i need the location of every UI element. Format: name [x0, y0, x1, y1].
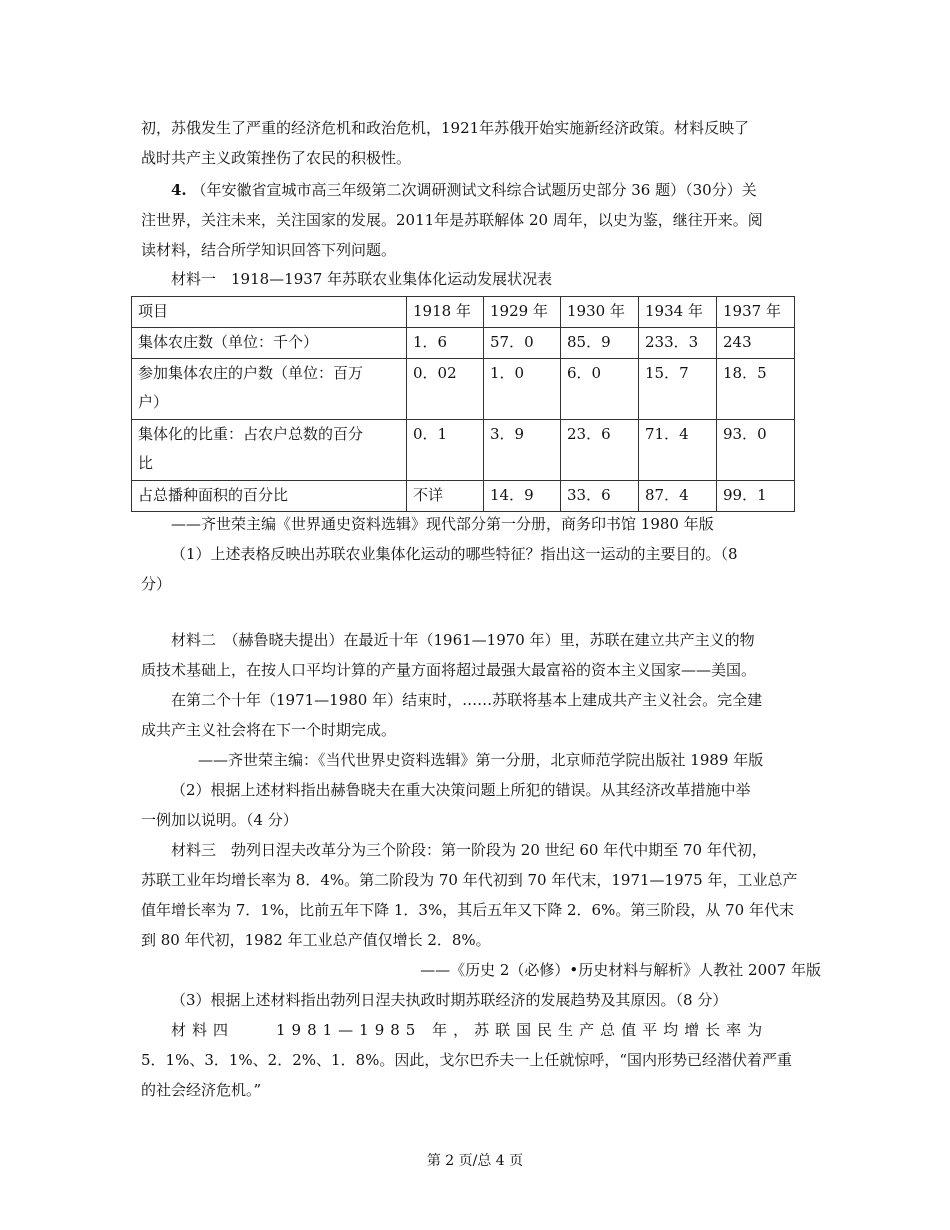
- material-1-source-and-question: [141, 509, 821, 599]
- table-cell: 14．9: [484, 481, 561, 512]
- table-cell: 85．9: [561, 328, 639, 359]
- table-header-cell: 1929 年: [484, 297, 561, 328]
- table-row-label: 集体农庄数（单位：千个）: [132, 328, 407, 359]
- material-4-line-1: 材料四 1981—1985 年，苏联国民生产总值平均增长率为: [171, 1021, 769, 1039]
- question-4-line-1-text: （年安徽省宣城市高三年级第二次调研测试文科综合试题历史部分 36 题）（30分）关: [191, 181, 757, 199]
- table-row: [132, 481, 795, 512]
- table-cell: 243: [717, 328, 795, 359]
- material-2-line-2: 质技术基础上，在按人口平均计算的产量方面将超过最强大最富裕的资本主义国家——美国。: [141, 661, 757, 679]
- table-cell: 3．9: [484, 420, 561, 481]
- table-header-cell: 1918 年: [407, 297, 484, 328]
- table-header-cell: 1937 年: [717, 297, 795, 328]
- material-1-caption-text: 材料一 1918—1937 年苏联农业集体化运动发展状况表: [171, 270, 553, 288]
- material-1-source: ——齐世荣主编《世界通史资料选辑》现代部分第一分册，商务印书馆 1980 年版: [171, 515, 714, 533]
- table-row: [132, 359, 795, 420]
- material-4-paragraph: [141, 1015, 821, 1105]
- table-row-label: [132, 420, 407, 481]
- table-cell: 0．02: [407, 359, 484, 420]
- material-2-source: ——齐世荣主编：《当代世界史资料选辑》第一分册，北京师范学院出版社 1989 年版: [198, 751, 764, 769]
- question-4-line-1: [141, 175, 821, 205]
- material-3-line-1: 材料三 勃列日涅夫改革分为三个阶段：第一阶段为 20 世纪 60 年代中期至 70 年代初，: [171, 841, 767, 859]
- table-row-label-line-2: 比: [138, 454, 154, 472]
- material-1-caption: [141, 264, 821, 294]
- page-number: 第 2 页/总 4 页: [426, 1153, 524, 1169]
- table-header-cell: 1930 年: [561, 297, 639, 328]
- table-header-cell: 项目: [132, 297, 407, 328]
- table-row: [132, 420, 795, 481]
- table-cell: 1．6: [407, 328, 484, 359]
- material-3-line-2: 苏联工业年均增长率为 8．4%。第二阶段为 70 年代初到 70 年代末，1971—1975 年，工业总产: [141, 871, 798, 889]
- table-cell: 23．6: [561, 420, 639, 481]
- material-3-paragraph: [141, 835, 821, 1015]
- table-cell: 57．0: [484, 328, 561, 359]
- table-cell: 1．0: [484, 359, 561, 420]
- table-cell: 15．7: [639, 359, 717, 420]
- question-1-line-1: （1）上述表格反映出苏联农业集体化运动的哪些特征？指出这一运动的主要目的。（8: [171, 545, 738, 563]
- table-cell: 233．3: [639, 328, 717, 359]
- question-4-line-2: 注世界，关注未来，关注国家的发展。2011年是苏联解体 20 周年，以史为鉴，继往开来。阅: [141, 211, 763, 229]
- table-row-label-line-2: 户）: [138, 393, 169, 411]
- intro-line-2: 战时共产主义政策挫伤了农民的积极性。: [141, 149, 412, 167]
- material-4-line-2: 5．1%、3．1%、2．2%、1．8%。因此，戈尔巴乔夫一上任就惊呼，“国内形势已经潜伏着严重: [141, 1051, 793, 1069]
- table-row-label-line-1: 参加集体农庄的户数（单位：百万: [138, 364, 364, 382]
- table-cell: 6．0: [561, 359, 639, 420]
- collectivization-table: [131, 296, 795, 512]
- table-cell: 33．6: [561, 481, 639, 512]
- table-header-row: [132, 297, 795, 328]
- material-2-line-4: 成共产主义社会将在下一个时期完成。: [141, 721, 397, 739]
- material-2-paragraph: [141, 625, 821, 835]
- table-row: [132, 328, 795, 359]
- table-header-cell: 1934 年: [639, 297, 717, 328]
- question-number: 4.: [171, 181, 187, 199]
- material-2-line-3: 在第二个十年（1971—1980 年）结束时，……苏联将基本上建成共产主义社会。完全建: [171, 691, 763, 709]
- table-row-label: [132, 359, 407, 420]
- material-4-line-3: 的社会经济危机。”: [141, 1081, 262, 1099]
- question-4-line-3: 读材料，结合所学知识回答下列问题。: [141, 241, 397, 259]
- material-3-source: ——《历史 2（必修）•历史材料与解析》人教社 2007 年版: [420, 961, 821, 979]
- table-cell: 87．4: [639, 481, 717, 512]
- table-row-label: 占总播种面积的百分比: [132, 481, 407, 512]
- intro-paragraph: [141, 113, 821, 173]
- table-cell: 不详: [407, 481, 484, 512]
- question-1-line-2: 分）: [141, 575, 172, 593]
- table-cell: 99．1: [717, 481, 795, 512]
- question-3: （3）根据上述材料指出勃列日涅夫执政时期苏联经济的发展趋势及其原因。（8 分）: [171, 991, 728, 1009]
- question-2-line-1: （2）根据上述材料指出赫鲁晓夫在重大决策问题上所犯的错误。从其经济改革措施中举: [171, 781, 751, 799]
- question-4-paragraph: [141, 175, 821, 265]
- table-row-label-line-1: 集体化的比重：占农户总数的百分: [138, 425, 364, 443]
- table-cell: 18．5: [717, 359, 795, 420]
- material-2-line-1: 材料二 （赫鲁晓夫提出）在最近十年（1961—1970 年）里，苏联在建立共产主义的物: [171, 631, 755, 649]
- material-3-line-3: 值年增长率为 7．1%，比前五年下降 1．3%，其后五年又下降 2．6%。第三阶段，从 70 年代末: [141, 901, 794, 919]
- table-cell: 71．4: [639, 420, 717, 481]
- intro-line-1: 初，苏俄发生了严重的经济危机和政治危机，1921年苏俄开始实施新经济政策。材料反映了: [141, 119, 750, 137]
- table-cell: 93．0: [717, 420, 795, 481]
- question-2-line-2: 一例加以说明。（4 分）: [141, 811, 298, 829]
- material-3-line-4: 到 80 年代初，1982 年工业总产值仅增长 2．8%。: [141, 931, 491, 949]
- table-cell: 0．1: [407, 420, 484, 481]
